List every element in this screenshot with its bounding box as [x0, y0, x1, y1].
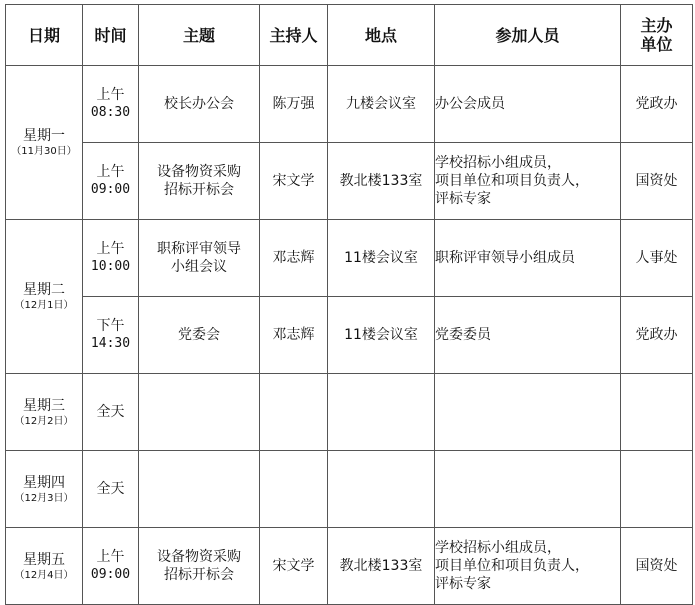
table-row — [6, 528, 693, 605]
time-period: 全天 — [96, 404, 125, 420]
attendees-cell — [435, 66, 621, 143]
host-cell — [260, 374, 328, 451]
attendees-cell — [435, 374, 621, 451]
day-cell-wednesday — [6, 374, 83, 451]
attendees-cell — [435, 451, 621, 528]
location-cell: 11楼会议室 — [328, 297, 435, 374]
host-cell: 邓志辉 — [260, 297, 328, 374]
organizer-cell: 人事处 — [621, 220, 693, 297]
host-cell: 邓志辉 — [260, 220, 328, 297]
organizer-cell — [621, 374, 693, 451]
header-attendees: 参加人员 — [435, 5, 621, 66]
time-period: 下午 — [96, 318, 125, 334]
topic-line: 设备物资采购 — [157, 549, 241, 565]
host-cell — [260, 451, 328, 528]
table-row — [6, 220, 693, 297]
attendees-line: 学校招标小组成员， — [435, 540, 561, 556]
topic-line: 设备物资采购 — [157, 164, 241, 180]
location-cell: 11楼会议室 — [328, 220, 435, 297]
table-row — [6, 66, 693, 143]
attendees-cell — [435, 220, 621, 297]
attendees-line: 学校招标小组成员， — [435, 155, 561, 171]
time-cell — [83, 528, 139, 605]
table-row — [6, 451, 693, 528]
day-date: （12月1日） — [14, 300, 74, 311]
attendees-line: 职称评审领导小组成员 — [435, 250, 575, 266]
time-clock: 09:00 — [90, 182, 131, 197]
time-cell — [83, 66, 139, 143]
header-location: 地点 — [328, 5, 435, 66]
day-date: （12月3日） — [14, 492, 74, 504]
topic-line: 招标开标会 — [164, 182, 234, 198]
time-cell — [83, 297, 139, 374]
time-cell — [83, 374, 139, 451]
topic-cell — [139, 66, 260, 143]
time-period: 上午 — [96, 87, 125, 103]
attendees-line: 办公会成员 — [435, 96, 505, 112]
topic-cell — [139, 528, 260, 605]
time-period: 上午 — [96, 549, 125, 565]
time-period: 全天 — [96, 481, 125, 497]
day-cell-tuesday — [6, 220, 83, 374]
time-clock: 09:00 — [90, 567, 131, 582]
day-date: （11月30日） — [11, 146, 77, 157]
table-row — [6, 143, 693, 220]
header-organizer-line1: 主办 — [640, 16, 673, 35]
topic-cell — [139, 451, 260, 528]
location-cell — [328, 374, 435, 451]
time-period: 上午 — [96, 241, 125, 257]
header-time: 时间 — [83, 5, 139, 66]
header-date: 日期 — [6, 5, 83, 66]
header-row — [6, 5, 693, 66]
topic-line: 党委会 — [178, 327, 220, 343]
location-cell: 九楼会议室 — [328, 66, 435, 143]
topic-line: 校长办公会 — [164, 96, 234, 112]
day-cell-monday — [6, 66, 83, 220]
time-clock: 14:30 — [90, 336, 131, 351]
organizer-cell: 国资处 — [621, 528, 693, 605]
day-cell-thursday — [6, 451, 83, 528]
attendees-line: 项目单位和项目负责人， — [435, 558, 589, 574]
attendees-line: 党委委员 — [435, 327, 491, 343]
organizer-cell: 党政办 — [621, 66, 693, 143]
attendees-line: 项目单位和项目负责人， — [435, 173, 589, 189]
header-host: 主持人 — [260, 5, 328, 66]
attendees-line: 评标专家 — [435, 191, 491, 207]
time-cell — [83, 451, 139, 528]
time-cell — [83, 220, 139, 297]
table-row — [6, 297, 693, 374]
organizer-cell: 党政办 — [621, 297, 693, 374]
time-clock: 10:00 — [90, 259, 131, 274]
attendees-cell — [435, 143, 621, 220]
host-cell: 宋文学 — [260, 143, 328, 220]
attendees-cell — [435, 297, 621, 374]
header-organizer-line2: 单位 — [640, 35, 673, 54]
host-cell: 陈万强 — [260, 66, 328, 143]
day-name: 星期四 — [23, 474, 65, 491]
day-name: 星期三 — [23, 397, 65, 414]
location-cell — [328, 451, 435, 528]
header-topic: 主题 — [139, 5, 260, 66]
location-cell: 教北楼133室 — [328, 143, 435, 220]
organizer-cell: 国资处 — [621, 143, 693, 220]
topic-cell — [139, 297, 260, 374]
header-organizer — [621, 5, 693, 66]
schedule-table — [5, 4, 693, 605]
time-clock: 08:30 — [90, 105, 131, 120]
attendees-cell — [435, 528, 621, 605]
organizer-cell — [621, 451, 693, 528]
topic-line: 招标开标会 — [164, 567, 234, 583]
host-cell: 宋文学 — [260, 528, 328, 605]
day-date: （12月2日） — [14, 415, 74, 427]
topic-cell — [139, 220, 260, 297]
day-date: （12月4日） — [14, 569, 74, 581]
table-row — [6, 374, 693, 451]
topic-line: 小组会议 — [171, 259, 227, 275]
topic-line: 职称评审领导 — [157, 241, 241, 257]
attendees-line: 评标专家 — [435, 576, 491, 592]
day-name: 星期二 — [23, 282, 65, 298]
topic-cell — [139, 374, 260, 451]
time-period: 上午 — [96, 164, 125, 180]
topic-cell — [139, 143, 260, 220]
time-cell — [83, 143, 139, 220]
day-name: 星期五 — [23, 551, 65, 568]
day-name: 星期一 — [23, 128, 65, 144]
day-cell-friday — [6, 528, 83, 605]
location-cell: 教北楼133室 — [328, 528, 435, 605]
